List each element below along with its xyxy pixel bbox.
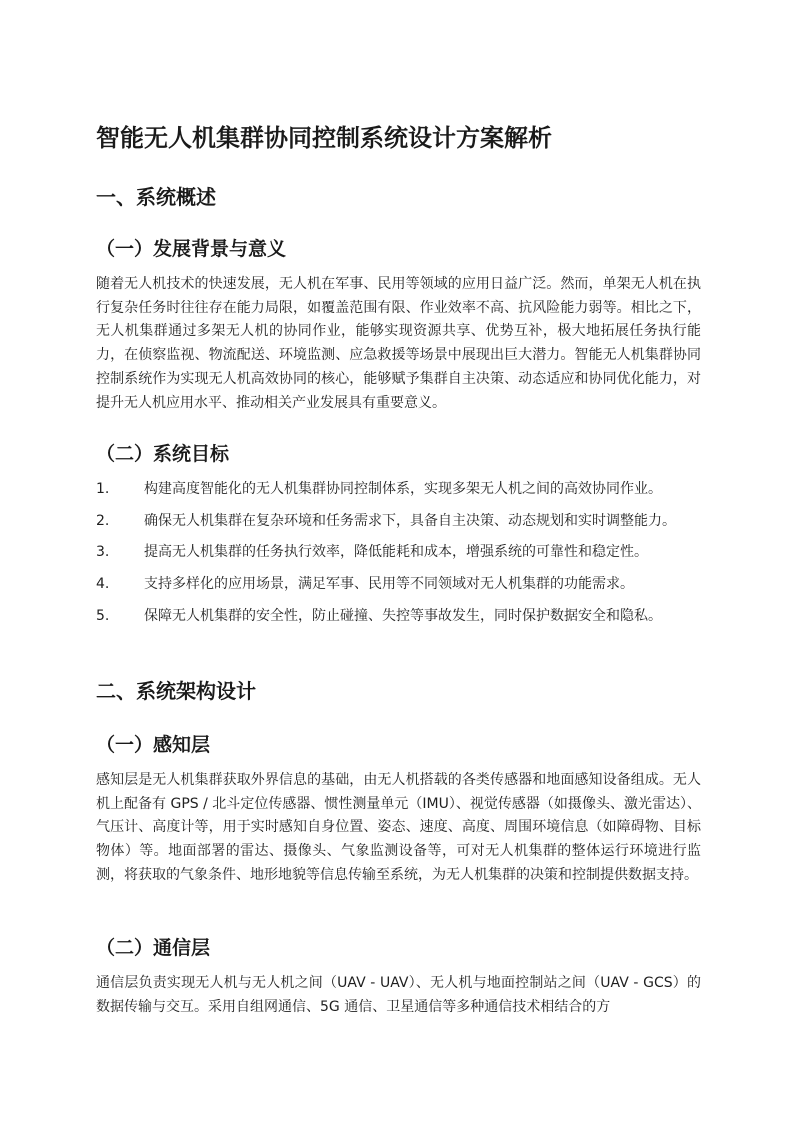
section-heading-architecture: 二、系统架构设计 (96, 679, 256, 703)
section-heading-overview: 一、系统概述 (96, 185, 216, 209)
list-item-number: 1. (96, 481, 110, 497)
list-item-number: 2. (96, 512, 110, 529)
list-item-number: 4. (96, 576, 110, 593)
page-title: 智能无人机集群协同控制系统设计方案解析 (96, 124, 552, 152)
list-item (96, 478, 701, 502)
list-item-number: 5. (96, 607, 110, 624)
list-item-number: 3. (96, 544, 110, 561)
list-item-text: 确保无人机集群在复杂环境和任务需求下，具备自主决策、动态规划和实时调整能力。 (144, 512, 676, 529)
paragraph-background: 随着无人机技术的快速发展，无人机在军事、民用等领域的应用日益广泛。然而，单架无人机在执行复杂任务时往往存在能力局限，如覆盖范围有限、作业效率不高、抗风险能力弱等。相比之下，无人机集群通过多架无人机的协同作业，能够实现资源共享、优势互补，极大地拓展任务执行能力，在侦察监视、物流配送、环境监测、应急救援等场景中展现出巨大潜力。智能无人机集群协同控制系统作为实现无人机高效协同的核心，能够赋予集群自主决策、动态适应和协同优化能力，对提升无人机应用水平、推动相关产业发展具有重要意义。 (96, 276, 701, 411)
list-item (96, 541, 701, 565)
subsection-heading-background: （一）发展背景与意义 (96, 238, 287, 260)
subsection-heading-perception: （一）感知层 (96, 734, 211, 756)
list-item-text: 构建高度智能化的无人机集群协同控制体系，实现多架无人机之间的高效协同作业。 (144, 481, 662, 497)
subsection-heading-communication: （二）通信层 (96, 937, 211, 959)
list-item (96, 510, 701, 534)
subsection-heading-goals: （二）系统目标 (96, 443, 230, 465)
paragraph-perception: 感知层是无人机集群获取外界信息的基础，由无人机搭载的各类传感器和地面感知设备组成。无人机上配备有 GPS / 北斗定位传感器、惯性测量单元（IMU）、视觉传感器（如摄像头、激光雷达）、气压计、高度计等，用于实时感知自身位置、姿态、速度、高度、周围环境信息（如障碍物、目标物体）等。地面部署的雷达、摄像头、气象监测设备等，可对无人机集群的整体运行环境进行监测，将获取的气象条件、地形地貌等信息传输至系统，为无人机集群的决策和控制提供数据支持。 (96, 772, 701, 883)
list-item-text: 支持多样化的应用场景，满足军事、民用等不同领域对无人机集群的功能需求。 (144, 576, 634, 593)
paragraph-communication: 通信层负责实现无人机与无人机之间（UAV - UAV）、无人机与地面控制站之间（UAV - GCS）的数据传输与交互。采用自组网通信、5G 通信、卫星通信等多种通信技术相结合的方 (96, 975, 701, 1015)
goals-list (96, 478, 701, 637)
list-item (96, 605, 701, 629)
list-item (96, 573, 701, 597)
list-item-text: 提高无人机集群的任务执行效率，降低能耗和成本，增强系统的可靠性和稳定性。 (144, 544, 648, 561)
list-item-text: 保障无人机集群的安全性，防止碰撞、失控等事故发生，同时保护数据安全和隐私。 (144, 607, 662, 624)
